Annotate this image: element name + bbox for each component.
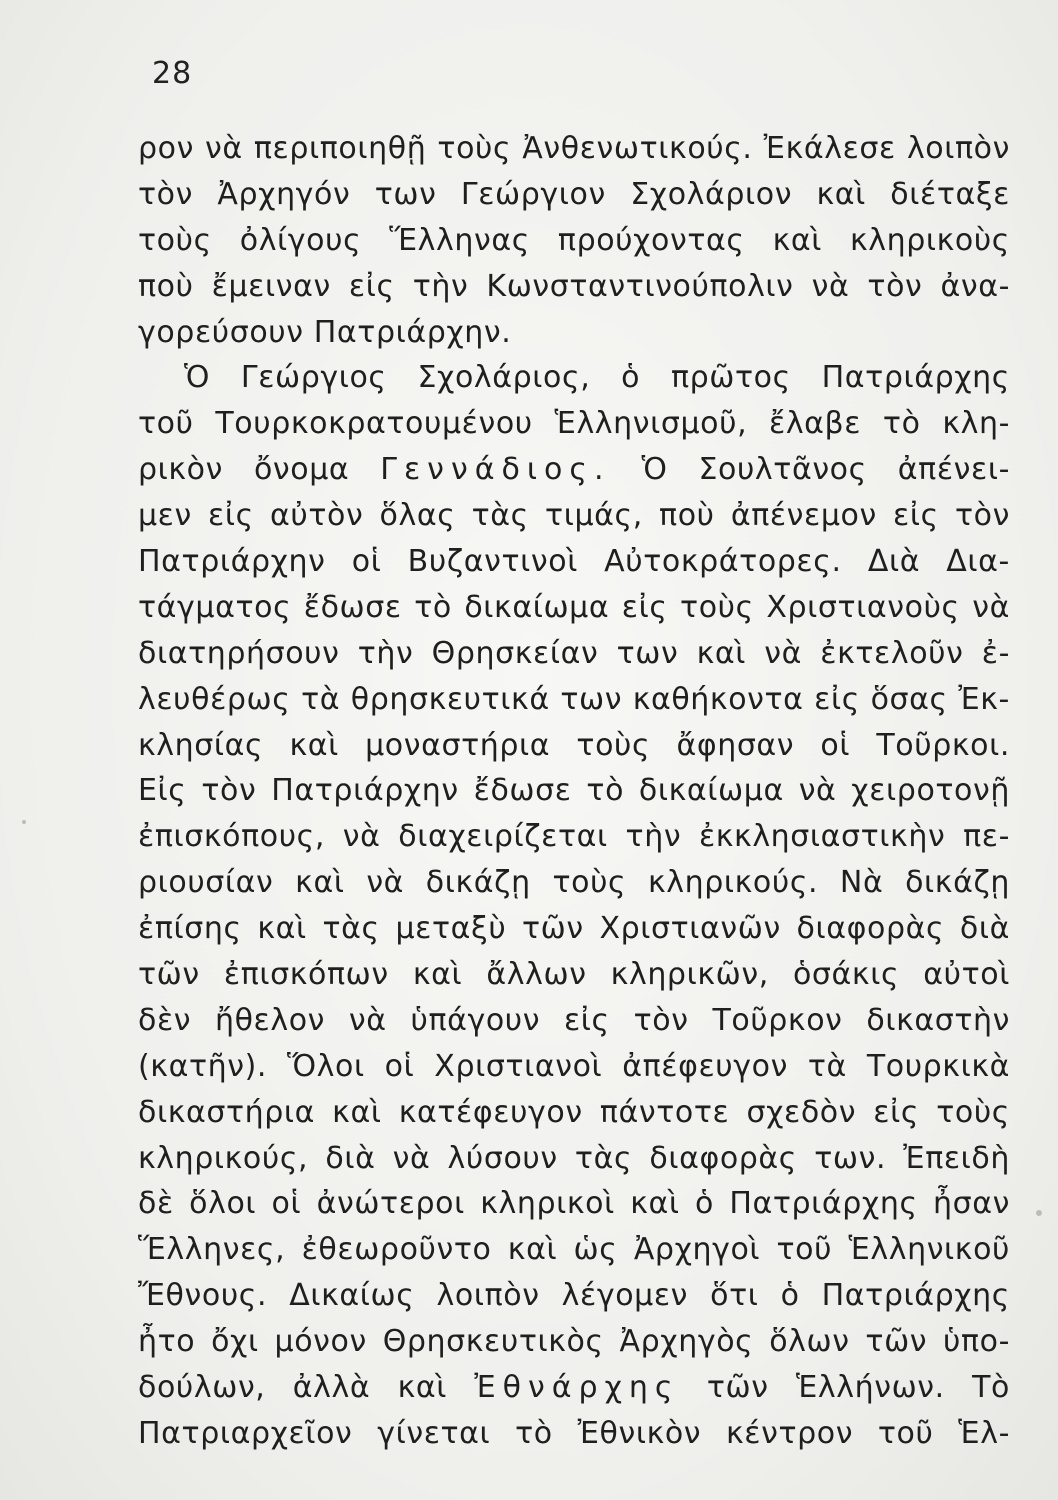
text-line: ἐπισκόπους, νὰ διαχειρίζεται τὴν ἐκκλησιαστικὴν πε-	[138, 819, 1010, 855]
paragraph-start-line: Ὁ Γεώργιος Σχολάριος, ὁ πρῶτος Πατριάρχης	[184, 360, 1010, 396]
text-fragment: δούλων, ἀλλὰ καὶ	[138, 1370, 447, 1406]
text-fragment: τῶν Ἑλλήνων. Τὸ	[706, 1370, 1011, 1406]
text-line: (κατῆν). Ὅλοι οἱ Χριστιανοὶ ἀπέφευγον τὰ Τουρκικὰ	[138, 1048, 1010, 1084]
text-line-with-spaced-name	[138, 447, 1010, 493]
body-text	[138, 126, 1010, 1457]
text-fragment: Ὁ Σουλτᾶνος ἀπένει-	[641, 452, 1011, 488]
text-line: Πατριάρχην οἱ Βυζαντινοὶ Αὐτοκράτορες. Διὰ Δια-	[138, 544, 1010, 580]
text-line: Εἰς τὸν Πατριάρχην ἔδωσε τὸ δικαίωμα νὰ χειροτονῇ	[138, 773, 1010, 809]
text-line: Πατριαρχεῖον γίνεται τὸ Ἐθνικὸν κέντρον τοῦ Ἑλ-	[138, 1415, 1010, 1451]
text-line: τὸν Ἀρχηγόν των Γεώργιον Σχολάριον καὶ διέταξε	[138, 176, 1010, 212]
text-line: ρον νὰ περιποιηθῇ τοὺς Ἀνθενωτικούς. Ἐκάλεσε λοιπὸν	[138, 131, 1010, 166]
text-line: ἦτο ὄχι μόνον Θρησκευτικὸς Ἀρχηγὸς ὅλων τῶν ὑπο-	[138, 1324, 1010, 1360]
text-line: δὲ ὅλοι οἱ ἀνώτεροι κληρικοὶ καὶ ὁ Πατριάρχης ἦσαν	[138, 1186, 1010, 1222]
text-line: δὲν ἤθελον νὰ ὑπάγουν εἰς τὸν Τοῦρκον δικαστὴν	[138, 1002, 1010, 1038]
text-line: κλησίας καὶ μοναστήρια τοὺς ἄφησαν οἱ Τοῦρκοι.	[138, 727, 1010, 763]
text-line: λευθέρως τὰ θρησκευτικά των καθήκοντα εἰς ὅσας Ἐκ-	[138, 681, 1010, 717]
text-line: τῶν ἐπισκόπων καὶ ἄλλων κληρικῶν, ὁσάκις αὐτοὶ	[138, 957, 1010, 993]
text-line: γορεύσουν Πατριάρχην.	[138, 314, 512, 350]
text-line: διατηρήσουν τὴν Θρησκείαν των καὶ νὰ ἐκτελοῦν ἐ-	[138, 635, 1010, 671]
text-line: ριουσίαν καὶ νὰ δικάζῃ τοὺς κληρικούς. Νὰ δικάζῃ	[138, 865, 1010, 901]
text-line: κληρικούς, διὰ νὰ λύσουν τὰς διαφορὰς των. Ἐπειδὴ	[138, 1140, 1010, 1176]
scan-speck	[22, 820, 26, 824]
text-line: τοῦ Τουρκοκρατουμένου Ἑλληνισμοῦ, ἔλαβε τὸ κλη-	[138, 406, 1010, 442]
page-number: 28	[152, 56, 193, 91]
text-line: Ἔθνους. Δικαίως λοιπὸν λέγομεν ὅτι ὁ Πατριάρχης	[138, 1278, 1010, 1314]
spaced-name-gennadios: Γεννάδιος.	[380, 452, 611, 488]
text-fragment: ρικὸν ὄνομα	[138, 452, 350, 488]
text-line: Ἕλληνες, ἐθεωροῦντο καὶ ὡς Ἀρχηγοὶ τοῦ Ἑλληνικοῦ	[138, 1232, 1010, 1268]
spaced-name-ethnarchis: Ἐθνάρχης	[474, 1370, 680, 1406]
scan-speck	[1036, 1210, 1042, 1216]
text-line: δικαστήρια καὶ κατέφευγον πάντοτε σχεδὸν εἰς τοὺς	[138, 1094, 1010, 1130]
text-line-with-spaced-name	[138, 1365, 1010, 1411]
text-line: ἐπίσης καὶ τὰς μεταξὺ τῶν Χριστιανῶν διαφορὰς διὰ	[138, 911, 1010, 947]
text-line: τάγματος ἔδωσε τὸ δικαίωμα εἰς τοὺς Χριστιανοὺς νὰ	[138, 589, 1010, 625]
text-line: μεν εἰς αὐτὸν ὅλας τὰς τιμάς, ποὺ ἀπένεμον εἰς τὸν	[138, 498, 1010, 534]
text-line: ποὺ ἔμειναν εἰς τὴν Κωνσταντινούπολιν νὰ τὸν ἀνα-	[138, 268, 1010, 304]
text-line: τοὺς ὀλίγους Ἕλληνας προύχοντας καὶ κληρικοὺς	[138, 222, 1010, 258]
